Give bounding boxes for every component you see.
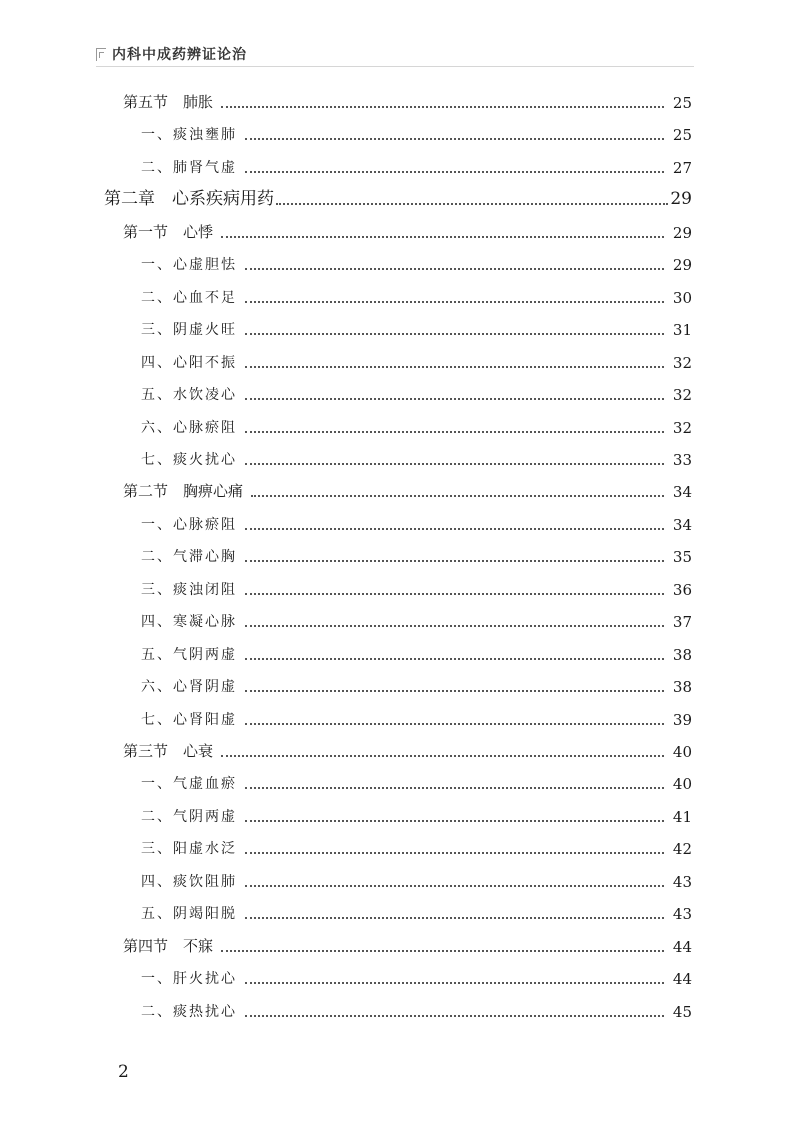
toc-entry-title: 五、气阴两虚 <box>141 646 237 663</box>
toc-entry-title: 六、心脉瘀阻 <box>141 419 237 436</box>
toc-entry-item <box>141 609 692 631</box>
toc-entry-page: 36 <box>672 580 692 599</box>
dot-leader <box>245 332 664 335</box>
toc-entry-item <box>141 869 692 891</box>
dot-leader <box>245 916 664 919</box>
toc-entry-page: 38 <box>672 678 692 697</box>
toc-entry-page: 29 <box>672 223 692 242</box>
dot-leader <box>245 1014 664 1017</box>
dot-leader <box>251 494 664 497</box>
toc-entry-title: 一、痰浊壅肺 <box>141 127 237 144</box>
toc-entry-title: 一、心虚胆怯 <box>141 257 237 274</box>
toc-entry-page: 32 <box>672 353 692 372</box>
toc-entry-page: 37 <box>672 613 692 632</box>
dot-leader <box>245 786 664 789</box>
dot-leader <box>245 300 664 303</box>
toc-entry-page: 43 <box>672 905 692 924</box>
toc-entry-title: 三、痰浊闭阻 <box>141 581 237 598</box>
toc-entry-title: 第五节 肺胀 <box>123 93 214 111</box>
toc-entry-title: 第二节 胸痹心痛 <box>123 482 244 501</box>
toc-entry-item <box>141 317 692 339</box>
toc-entry-title: 一、肝火扰心 <box>141 971 237 988</box>
toc-entry-title: 三、阴虚火旺 <box>141 322 237 339</box>
toc-entry-page: 32 <box>672 418 692 437</box>
toc-entry-page: 43 <box>672 872 692 891</box>
toc-entry-section <box>123 739 692 761</box>
toc-entry-item <box>141 512 692 534</box>
toc-entry-item <box>141 999 692 1021</box>
toc-entry-item <box>141 836 692 858</box>
toc-entry-page: 30 <box>672 288 692 307</box>
toc-entry-item <box>141 642 692 664</box>
toc-entry-page: 29 <box>672 256 692 275</box>
toc-entry-page: 27 <box>672 158 692 177</box>
dot-leader <box>245 397 664 400</box>
toc-entry-item <box>141 966 692 988</box>
toc-entry-title: 一、气虚血瘀 <box>141 776 237 793</box>
toc-entry-item <box>141 447 692 469</box>
toc-entry-page: 45 <box>672 1002 692 1021</box>
dot-leader <box>245 624 664 627</box>
toc-entry-item <box>141 771 692 793</box>
dot-leader <box>245 657 664 660</box>
toc-entry-section <box>123 479 692 501</box>
dot-leader <box>221 235 664 238</box>
toc-entry-page: 34 <box>672 515 692 534</box>
toc-entry-item <box>141 122 692 144</box>
dot-leader <box>276 202 668 205</box>
dot-leader <box>245 981 664 984</box>
toc-entry-page: 39 <box>672 710 692 729</box>
dot-leader <box>245 430 664 433</box>
toc-entry-page: 25 <box>672 126 692 145</box>
toc-entry-item <box>141 285 692 307</box>
page-number: 2 <box>118 1062 129 1082</box>
toc-entry-title: 五、水饮凌心 <box>141 387 237 404</box>
dot-leader <box>245 137 664 140</box>
toc-entry-title: 四、痰饮阻肺 <box>141 873 237 890</box>
toc-entry-title: 第一节 心悸 <box>123 222 214 241</box>
toc-entry-section <box>123 934 692 956</box>
toc-entry-title: 二、气阴两虚 <box>141 808 237 825</box>
toc-entry-item <box>141 415 692 437</box>
toc-entry-chapter <box>104 187 692 209</box>
toc-entry-title: 二、气滞心胸 <box>141 549 237 566</box>
toc-entry-page: 33 <box>672 450 692 469</box>
toc-entry-title: 第二章 心系疾病用药 <box>104 189 274 210</box>
dot-leader <box>245 851 664 854</box>
dot-leader <box>245 365 664 368</box>
toc-entry-title: 第三节 心衰 <box>123 742 214 760</box>
toc-entry-item <box>141 674 692 696</box>
dot-leader <box>245 689 664 692</box>
dot-leader <box>245 884 664 887</box>
toc-entry-page: 31 <box>672 321 692 340</box>
toc-entry-title: 四、寒凝心脉 <box>141 614 237 631</box>
toc-entry-page: 44 <box>672 970 692 989</box>
toc-entry-item <box>141 544 692 566</box>
toc-entry-title: 五、阴竭阳脱 <box>141 906 237 923</box>
toc-entry-page: 25 <box>672 94 692 112</box>
dot-leader <box>221 105 664 108</box>
toc-entry-page: 32 <box>672 386 692 405</box>
dot-leader <box>245 722 664 725</box>
dot-leader <box>245 267 664 270</box>
dot-leader <box>245 170 664 173</box>
toc-entry-title: 三、阳虚水泛 <box>141 841 237 858</box>
toc-entry-title: 二、肺肾气虚 <box>141 159 237 176</box>
corner-ornament-icon <box>96 48 106 61</box>
toc-entry-title: 二、痰热扰心 <box>141 1003 237 1020</box>
running-header <box>96 44 694 67</box>
toc-entry-page: 44 <box>672 937 692 956</box>
toc-entry-title: 六、心肾阴虚 <box>141 679 237 696</box>
toc-entry-page: 40 <box>672 775 692 794</box>
dot-leader <box>245 819 664 822</box>
dot-leader <box>245 462 664 465</box>
toc-entry-page: 41 <box>672 807 692 826</box>
toc-entry-section <box>123 90 692 112</box>
toc-entry-page: 35 <box>672 548 692 567</box>
toc-entry-title: 七、痰火扰心 <box>141 451 237 468</box>
toc-entry-title: 一、心脉瘀阻 <box>141 516 237 533</box>
toc-entry-section <box>123 220 692 242</box>
toc-entry-item <box>141 382 692 404</box>
toc-entry-item <box>141 707 692 729</box>
dot-leader <box>245 559 664 562</box>
toc-entry-title: 七、心肾阳虚 <box>141 711 237 728</box>
toc-entry-item <box>141 804 692 826</box>
dot-leader <box>221 754 664 757</box>
dot-leader <box>245 527 664 530</box>
toc-entry-item <box>141 901 692 923</box>
toc-entry-page: 42 <box>672 840 692 859</box>
toc-entry-item <box>141 252 692 274</box>
toc-entry-title: 第四节 不寐 <box>123 936 214 955</box>
toc-entry-item <box>141 577 692 599</box>
toc-entry-page: 40 <box>672 743 692 761</box>
dot-leader <box>245 592 664 595</box>
dot-leader <box>221 949 664 952</box>
toc-entry-item <box>141 350 692 372</box>
toc-entry-page: 34 <box>672 483 692 502</box>
toc-entry-page: 29 <box>670 189 692 210</box>
toc-entry-title: 二、心血不足 <box>141 289 237 306</box>
running-header-title: 内科中成药辨证论治 <box>112 47 247 63</box>
toc-entry-page: 38 <box>672 645 692 664</box>
toc-entry-item <box>141 155 692 177</box>
toc-entry-title: 四、心阳不振 <box>141 354 237 371</box>
